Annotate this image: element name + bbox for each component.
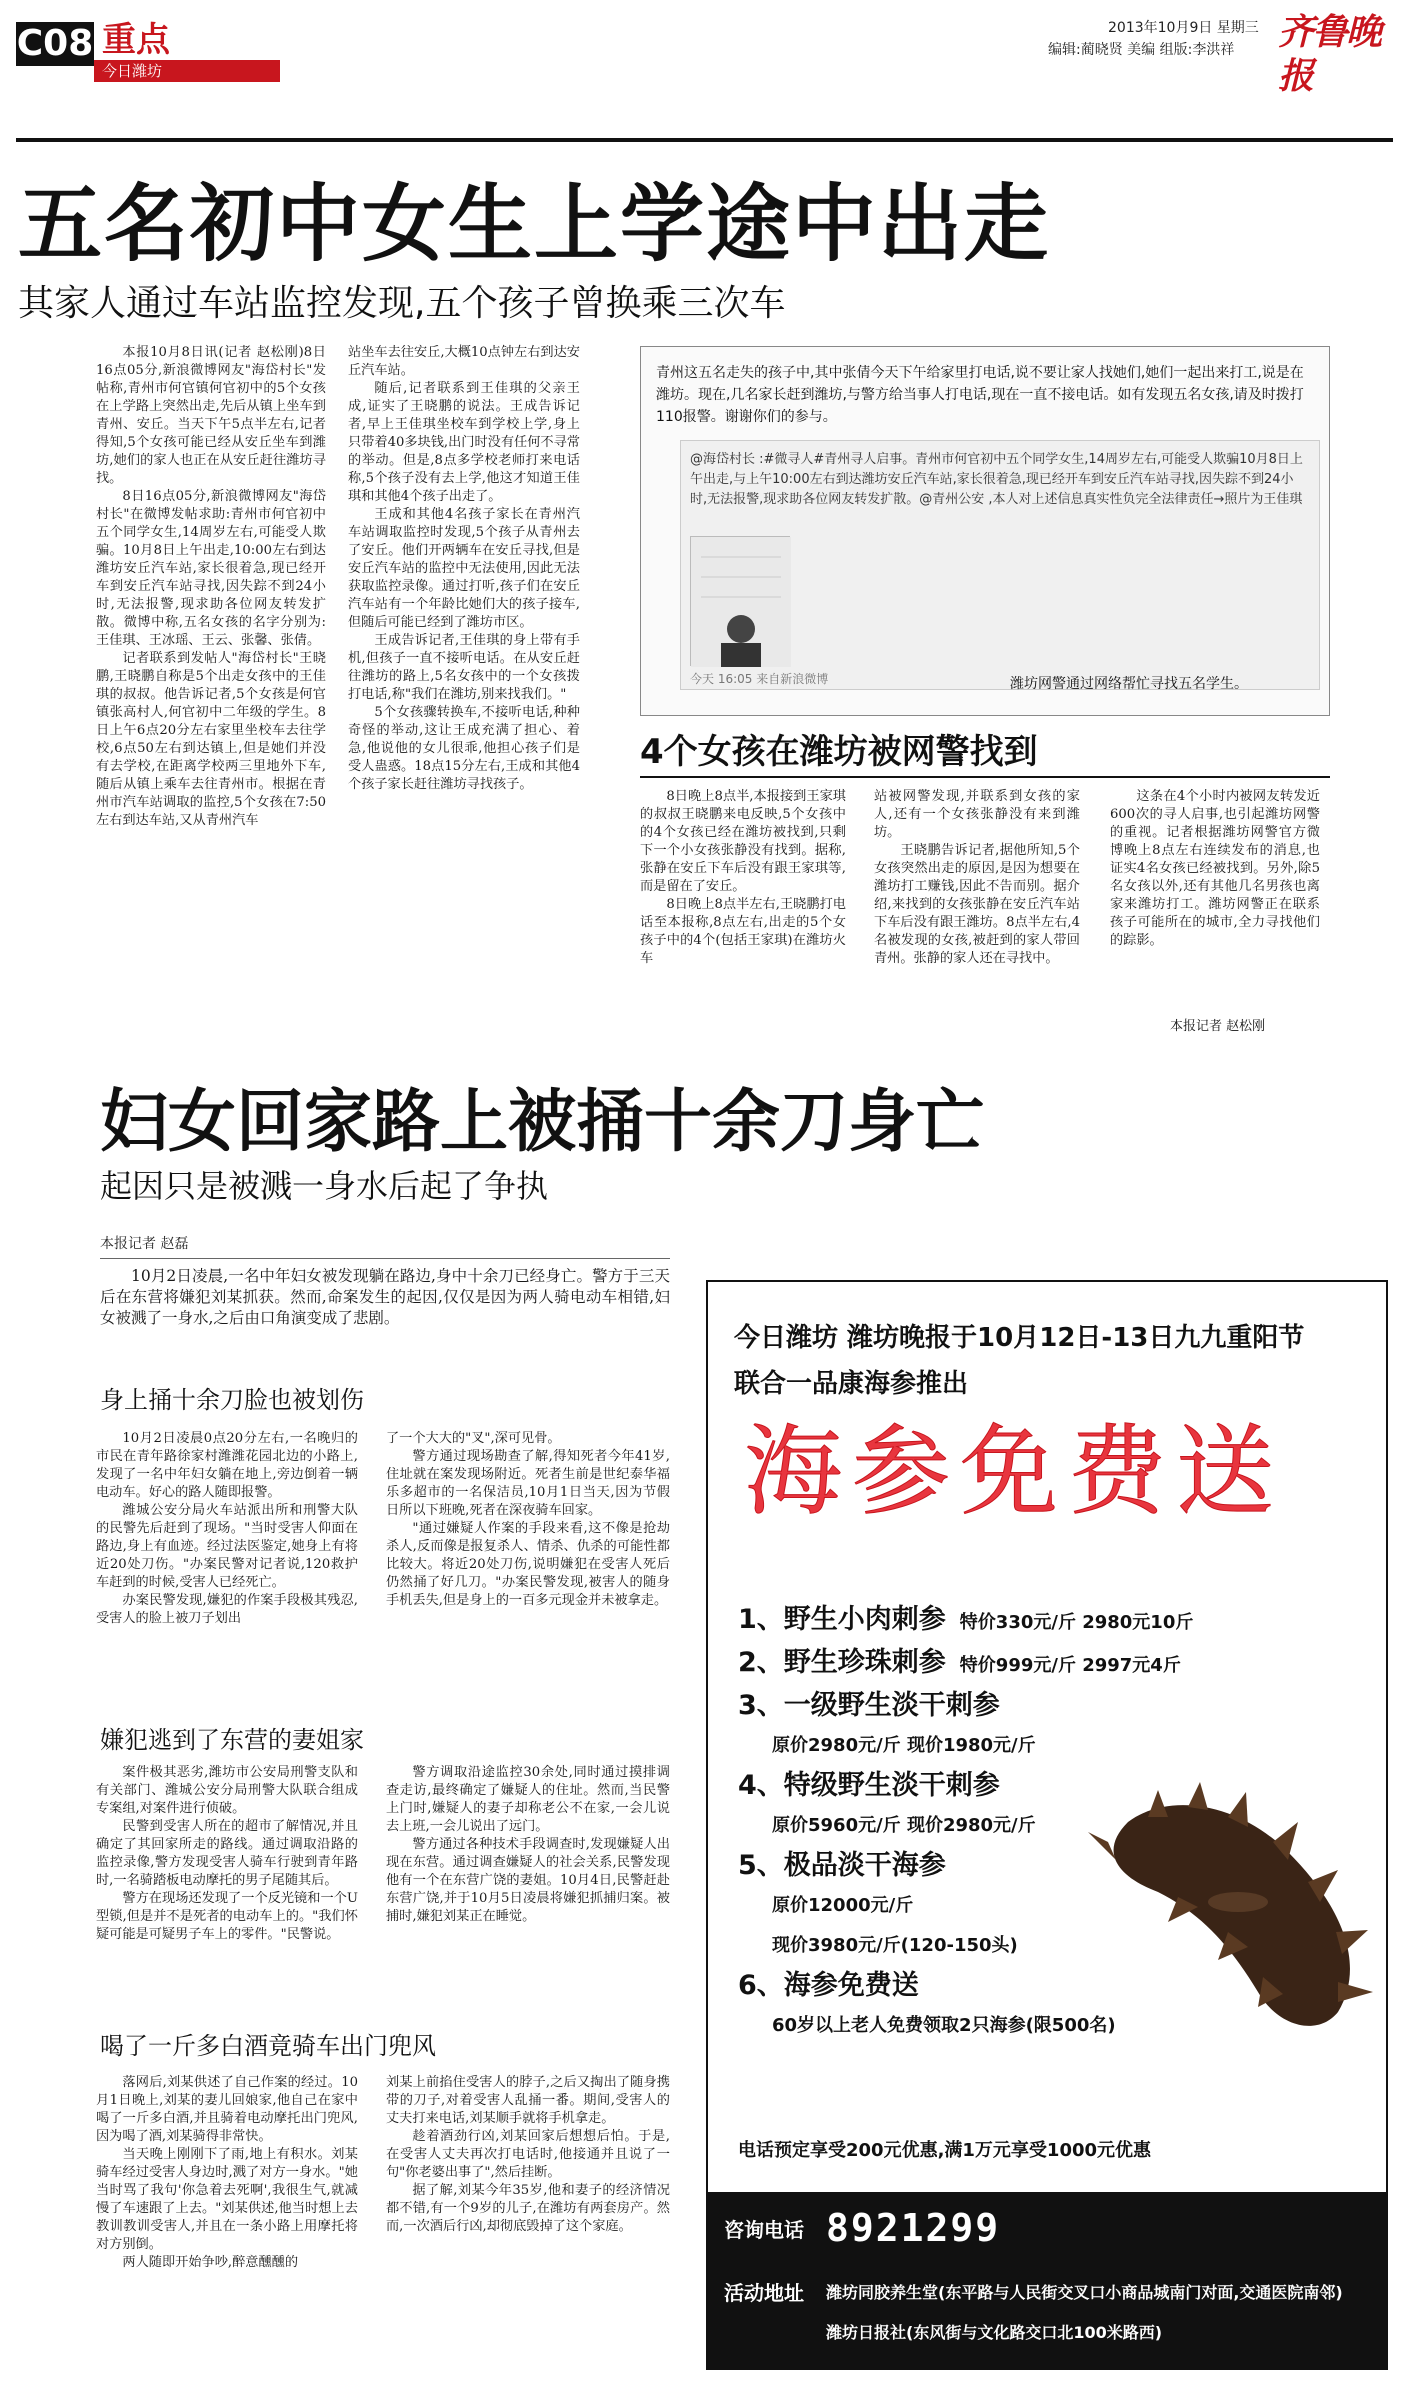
address-label: 活动地址 xyxy=(724,2281,804,2305)
paragraph: 8日晚上8点半左右,王晓鹏打电话至本报称,8点左右,出走的5个女孩子中的4个(包括王家琪)在潍坊火车 xyxy=(640,897,846,966)
paragraph: 站被网警发现,并联系到女孩的家人,还有一个女孩张静没有来到潍坊。 xyxy=(874,789,1080,840)
price-detail: 原价12000元/斤 xyxy=(772,1895,914,1916)
article2-s1-column-1 xyxy=(96,1430,358,1730)
subsection-label: 今日潍坊 xyxy=(94,60,280,82)
paragraph: 这条在4个小时内被网友转发近600次的寻人启事,也引起潍坊网警的重视。记者根据潍坊网警官方微博晚上8点左右连续发布的消息,也证实4名女孩已经被找到。另外,除5名女孩以外,还有其他几名男孩也离家来潍坊打工。潍坊网警正在联系孩子可能所在的城市,全力寻找他们的踪影。 xyxy=(1110,789,1320,948)
article2-s2-column-1 xyxy=(96,1764,358,2028)
article1-column-1 xyxy=(96,344,326,1044)
article1-headline: 五名初中女生上学途中出走 xyxy=(18,175,1051,273)
price-detail: 现价3980元/斤(120-150头) xyxy=(772,1935,1018,1956)
paragraph: 5个女孩骤转换车,不接听电话,种种奇怪的举动,这让王成充满了担心、着急,他说他的女儿很乖,他担心孩子们是受人蛊惑。18点15分左右,王成和其他4个孩子家长赶往潍坊寻找孩子。 xyxy=(348,705,580,792)
section-heading-1: 身上捅十余刀脸也被划伤 xyxy=(100,1386,364,1414)
paragraph: 了一个大大的"叉",深可见骨。 xyxy=(386,1431,561,1446)
paragraph: 8日晚上8点半,本报接到王家琪的叔叔王晓鹏来电反映,5个女孩中的4个女孩已经在潍坊被找到,只剩下一个小女孩张静没有找到。据称,张静在安丘下车后没有跟王家琪等,而是留在了安丘。 xyxy=(640,789,846,894)
section-heading-3: 喝了一斤多白酒竟骑车出门兜风 xyxy=(100,2032,436,2060)
sidebar-headline: 4个女孩在潍坊被网警找到 xyxy=(640,732,1038,772)
advert-offer: 电话预定享受200元优惠,满1万元享受1000元优惠 xyxy=(738,2140,1152,2161)
paragraph: 10月2日凌晨0点20分左右,一名晚归的市民在青年路徐家村潍潍花园北边的小路上,发现了一名中年妇女躺在地上,旁边倒着一辆电动车。好心的路人随即报警。 xyxy=(96,1431,358,1500)
price-item: 5、极品淡干海参 xyxy=(738,1850,946,1881)
article2-s1-column-2 xyxy=(386,1430,670,1730)
price-detail: 60岁以上老人免费领取2只海参(限500名) xyxy=(772,2015,1116,2036)
tel-label: 咨询电话 xyxy=(724,2218,804,2242)
paragraph: 警方通过各种技术手段调查时,发现嫌疑人出现在东营。通过调查嫌疑人的社会关系,民警发现他有一个在东营广饶的妻姐。10月4日,民警赶赴东营广饶,并于10月5日凌晨将嫌犯抓捕归案。被捕时,嫌犯刘某正在睡觉。 xyxy=(386,1837,670,1924)
paragraph: 8日16点05分,新浪微博网友"海岱村长"在微博发帖求助:青州市何官初中五个同学女生,14周岁左右,可能受人欺骗。10月8日上午出走,10:00左右到达潍坊安丘汽车站,家长很着急,现已经开车到安丘汽车站寻找,因失踪不到24小时,无法报警,现求助各位网友转发扩散。微博中称,五名女孩的名字分别为:王佳琪、王冰瑶、王云、张馨、张倩。 xyxy=(96,489,326,648)
sidebar-column-3 xyxy=(1110,788,1320,1018)
paragraph: 警方在现场还发现了一个反光镜和一个U型锁,但是并不是死者的电动车上的。"我们怀疑可能是可疑男子车上的零件。"民警说。 xyxy=(96,1891,358,1942)
advert-line-2: 联合一品康海参推出 xyxy=(734,1369,969,1399)
girl-photo-icon xyxy=(690,536,790,666)
paragraph: 办案民警发现,嫌犯的作案手段极其残忍,受害人的脸上被刀子划出 xyxy=(96,1593,358,1626)
paragraph: 当天晚上刚刚下了雨,地上有积水。刘某骑车经过受害人身边时,溅了对方一身水。"她当时骂了我句'你急着去死啊',我很生气,就减慢了车速跟了上去。"刘某供述,他当时想上去教训教训受害人,并且在一条小路上用摩托将对方别倒。 xyxy=(96,2147,358,2252)
paragraph: "通过嫌疑人作案的手段来看,这不像是抢劫杀人,反而像是报复杀人、情杀、仇杀的可能性都比较大。将近20处刀伤,说明嫌犯在受害人死后仍然捅了好几刀。"办案民警发现,被害人的随身手机丢失,但是身上的一百多元现金并未被拿走。 xyxy=(386,1521,670,1608)
address-line-2: 潍坊日报社(东风街与文化路交口北100米路西) xyxy=(826,2323,1163,2342)
photo-caption: 潍坊网警通过网络帮忙寻找五名学生。 xyxy=(1010,676,1248,692)
article1-subheadline: 其家人通过车站监控发现,五个孩子曾换乘三次车 xyxy=(18,283,786,324)
sidebar-column-1 xyxy=(640,788,846,1038)
article2-s2-column-2 xyxy=(386,1764,670,2028)
price-item: 4、特级野生淡干刺参 xyxy=(738,1770,1000,1801)
address-line-1: 潍坊同胶养生堂(东平路与人民街交叉口小商品城南门对面,交通医院南邻) xyxy=(826,2283,1343,2302)
article2-s3-column-2 xyxy=(386,2074,670,2374)
paragraph: 记者联系到发帖人"海岱村长"王晓鹏,王晓鹏自称是5个出走女孩中的王佳琪的叔叔。他告诉记者,5个女孩是何官镇张高村人,何官初中二年级的学生。8日上午6点20分左右家里坐校车去往学校,6点50左右到达镇上,但是她们并没有去学校,在距离学校两三里地外下车,随后从镇上乘车去往青州市。根据在青州市汽车站调取的监控,5个女孩在7:50左右到达车站,又从青州汽车 xyxy=(96,651,326,828)
price-detail: 原价5960元/斤 现价2980元/斤 xyxy=(772,1815,1036,1836)
price-detail: 原价2980元/斤 现价1980元/斤 xyxy=(772,1735,1036,1756)
paragraph: 王成和其他4名孩子家长在青州汽车站调取监控时发现,5个孩子从青州去了安丘。他们开两辆车在安丘寻找,但是安丘汽车站的监控中无法使用,因此无法获取监控录像。通过打听,孩子们在安丘汽车站有一个年龄比她们大的孩子接车,但随后可能已经到了潍坊市区。 xyxy=(348,507,580,630)
article2-lead xyxy=(100,1266,670,1350)
byline-rule xyxy=(100,1258,670,1259)
price-item: 6、海参免费送 xyxy=(738,1970,919,2001)
paragraph: 本报10月8日讯(记者 赵松刚)8日16点05分,新浪微博网友"海岱村长"发帖称,青州市何官镇何官初中的5个女孩在上学路上突然出走,先后从镇上坐车到青州、安丘。当天下午5点半左右,记者得知,5个女孩可能已经从安丘坐车到潍坊,她们的家人也正在从安丘赶往潍坊寻找。 xyxy=(96,345,326,486)
article2-s3-column-1 xyxy=(96,2074,358,2374)
paragraph: 民警到受害人所在的超市了解情况,并且确定了其回家所走的路线。通过调取沿路的监控录像,警方发现受害人骑车行驶到青年路时,一名骑踏板电动摩托的男子尾随其后。 xyxy=(96,1819,358,1888)
article2-subheadline: 起因只是被溅一身水后起了争执 xyxy=(100,1167,549,1205)
newspaper-logo: 齐鲁晚报 xyxy=(1278,11,1381,97)
sidebar-column-2 xyxy=(874,788,1080,1038)
paragraph: 落网后,刘某供述了自己作案的经过。10月1日晚上,刘某的妻儿回娘家,他自己在家中喝了一斤多白酒,并且骑着电动摩托出门兜风,因为喝了酒,刘某骑得非常快。 xyxy=(96,2075,358,2144)
paragraph: 潍城公安分局火车站派出所和刑警大队的民警先后赶到了现场。"当时受害人仰面在路边,身上有血迹。经过法医鉴定,她身上有将近20处刀伤。"办案民警对记者说,120救护车赶到的时候,受害人已经死亡。 xyxy=(96,1503,358,1590)
sea-cucumber-advert xyxy=(706,1280,1388,2370)
page-code: C08 xyxy=(16,23,94,64)
article2-byline: 本报记者 赵磊 xyxy=(100,1236,189,1252)
paragraph: 警方调取沿途监控30余处,同时通过摸排调查走访,最终确定了嫌疑人的住址。然而,当民警上门时,嫌疑人的妻子却称老公不在家,一会儿说去上班,一会儿说出了远门。 xyxy=(386,1765,670,1834)
weibo-post-text: @海岱村长 :#微寻人#青州寻人启事。青州市何官初中五个同学女生,14周岁左右,可能受人欺骗10月8日上午出走,与上午10:00左右到达潍坊安丘汽车站,家长很着急,现已经开车到安丘汽车站寻找,因失踪不到24小时,无法报警,现求助各位网友转发扩散。@青州公安 ,本人对上述信息真实性负完全法律责任→照片为王佳琪 xyxy=(690,452,1303,507)
weibo-meta: 今天 16:05 来自新浪微博 xyxy=(690,672,829,686)
paragraph: 趁着酒劲行凶,刘某回家后想想后怕。于是,在受害人丈夫再次打电话时,他接通并且说了一句"你老婆出事了",然后挂断。 xyxy=(386,2129,670,2180)
paragraph: 两人随即开始争吵,醉意醺醺的 xyxy=(122,2255,299,2270)
paragraph: 站坐车去往安丘,大概10点钟左右到达安丘汽车站。 xyxy=(348,345,580,378)
article1-column-2 xyxy=(348,344,580,1044)
price-item: 1、野生小肉刺参 特价330元/斤 2980元10斤 xyxy=(738,1604,1194,1635)
advert-headline: 海参免费送 xyxy=(744,1415,1285,1529)
paragraph: 王晓鹏告诉记者,据他所知,5个女孩突然出走的原因,是因为想要在潍坊打工赚钱,因此不告而别。据介绍,来找到的女孩张静在安丘汽车站下车后没有跟王潍坊。8点半左右,4名被发现的女孩,被赶到的家人带回青州。张静的家人还在寻找中。 xyxy=(874,843,1080,966)
paragraph: 王成告诉记者,王佳琪的身上带有手机,但孩子一直不接听电话。在从安丘赶往潍坊的路上,5名女孩中的一个女孩拨打电话,称"我们在潍坊,别来找我们。" xyxy=(348,633,580,702)
sidebar-signature: 本报记者 赵松刚 xyxy=(1170,1019,1266,1034)
sidebar-rule xyxy=(640,776,1330,778)
section-title: 重点 xyxy=(102,20,170,60)
header-rule xyxy=(16,138,1393,142)
paragraph: 随后,记者联系到王佳琪的父亲王成,证实了王晓鹏的说法。王成告诉记者,早上王佳琪坐校车到学校上学,身上只带着40多块钱,出门时没有任何不寻常的举动。但是,8点多学校老师打来电话称,5个孩子没有去上学,他这才知道王佳琪和其他4个孩子出走了。 xyxy=(348,381,580,504)
tel-number: 8921299 xyxy=(826,2206,1001,2250)
editor-credits: 编辑:蔺晓贤 美编 组版:李洪祥 xyxy=(1048,42,1235,58)
lead-paragraph: 10月2日凌晨,一名中年妇女被发现躺在路边,身中十余刀已经身亡。警方于三天后在东营将嫌犯刘某抓获。然而,命案发生的起因,仅仅是因为两人骑电动车相错,妇女被溅了一身水,之后由口角演变成了悲剧。 xyxy=(100,1267,670,1327)
paragraph: 案件极其恶劣,潍坊市公安局刑警支队和有关部门、潍城公安分局刑警大队联合组成专案组,对案件进行侦破。 xyxy=(96,1765,358,1816)
price-item: 3、一级野生淡干刺参 xyxy=(738,1690,1000,1721)
sea-cucumber-icon xyxy=(1088,1782,1388,2042)
weibo-caption-text: 青州这五名走失的孩子中,其中张倩今天下午给家里打电话,说不要让家人找她们,她们一起出来打工,说是在潍坊。现在,几名家长赶到潍坊,与警方给当事人打电话,现在一直不接电话。如有发现五名女孩,请及时拨打110报警。谢谢你们的参与。 xyxy=(656,365,1304,425)
paragraph: 警方通过现场勘查了解,得知死者今年41岁,住址就在案发现场附近。死者生前是世纪泰华福乐多超市的一名保洁员,10月1日当天,因为节假日所以下班晚,死者在深夜骑车回家。 xyxy=(386,1449,670,1518)
price-item: 2、野生珍珠刺参 特价999元/斤 2997元4斤 xyxy=(738,1647,1181,1678)
paragraph: 据了解,刘某今年35岁,他和妻子的经济情况都不错,有一个9岁的儿子,在潍坊有两套房产。然而,一次酒后行凶,却彻底毁掉了这个家庭。 xyxy=(386,2183,670,2234)
section-heading-2: 嫌犯逃到了东营的妻姐家 xyxy=(100,1726,364,1754)
article2-headline: 妇女回家路上被捅十余刀身亡 xyxy=(100,1083,985,1162)
advert-contact-bar xyxy=(708,2192,1388,2370)
paragraph: 刘某上前掐住受害人的脖子,之后又掏出了随身携带的刀子,对着受害人乱捅一番。期间,受害人的丈夫打来电话,刘某顺手就将手机拿走。 xyxy=(386,2075,670,2126)
issue-date: 2013年10月9日 星期三 xyxy=(1108,20,1259,36)
advert-line-1: 今日潍坊 潍坊晚报于10月12日-13日九九重阳节 xyxy=(734,1323,1305,1353)
